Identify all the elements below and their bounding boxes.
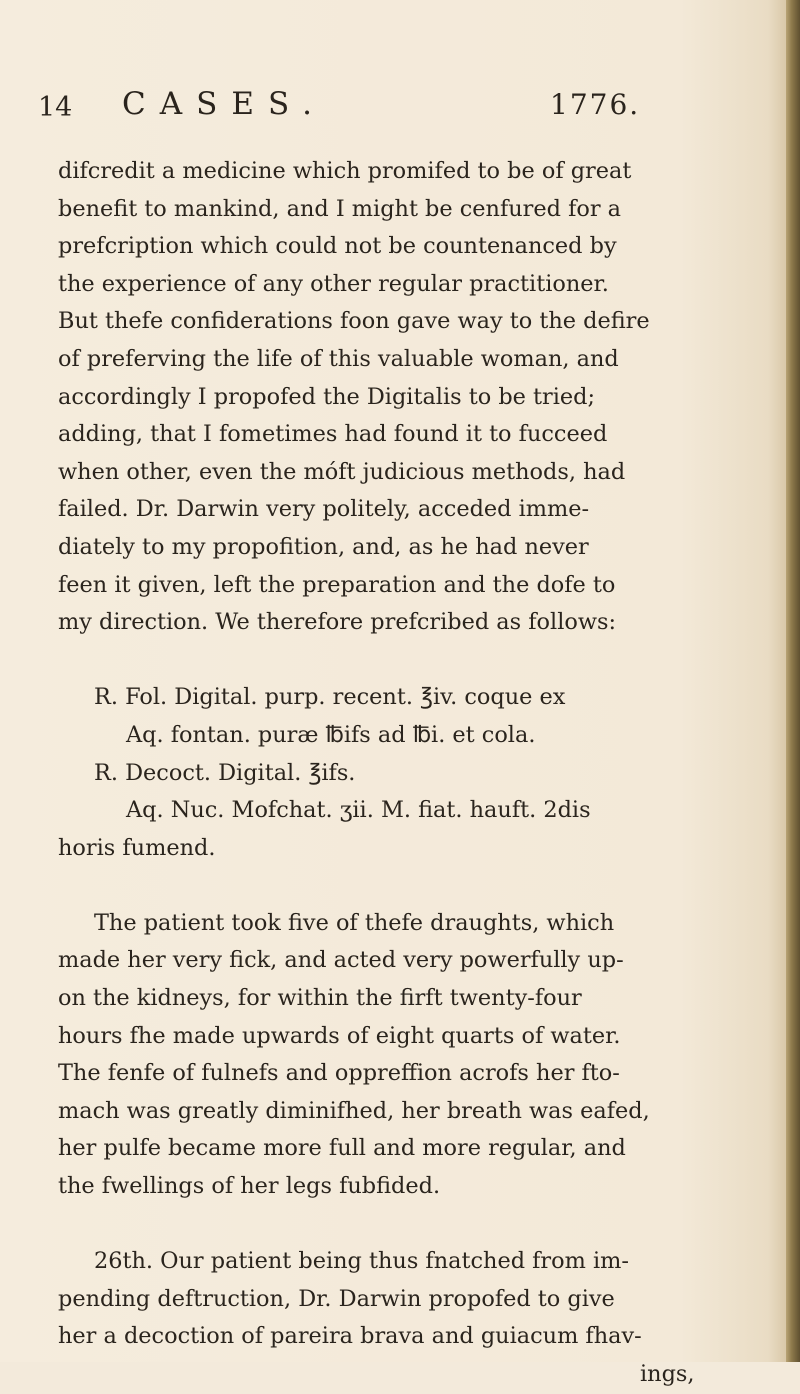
text-line: the experience of any other regular practitioner. [58, 270, 609, 297]
section-gap [58, 867, 748, 905]
text-line: the fwellings of her legs fubfided. [58, 1173, 441, 1200]
text-line: adding, that I fometimes had found it to fucceed [58, 421, 608, 448]
prescription-line: Aq. fontan. puræ ℔ifs ad ℔i. et cola. [126, 721, 536, 748]
page-body [58, 153, 748, 1394]
text-line: my direction. We therefore prefcribed as follows: [58, 609, 617, 636]
text-line: feen it given, left the preparation and the dofe to [58, 571, 616, 598]
text-line: 26th. Our patient being thus fnatched from im- [94, 1248, 629, 1275]
paragraph-1 [58, 153, 748, 642]
text-line: The fenfe of fulnefs and oppreffion acrofs her fto- [58, 1060, 620, 1087]
page-number: 14 [38, 92, 73, 123]
page-edge [786, 0, 800, 1362]
text-line: pending deftruction, Dr. Darwin propofed to give [58, 1285, 615, 1312]
text-line: her a decoction of pareira brava and guiacum fhav- [58, 1323, 642, 1350]
text-line: made her very fick, and acted very powerfully up- [58, 947, 624, 974]
section-gap [58, 1206, 748, 1244]
header-year: 1776. [550, 88, 641, 121]
text-line: prefcription which could not be countenanced by [58, 233, 617, 260]
page-header [38, 86, 738, 136]
text-line: of preferving the life of this valuable woman, and [58, 345, 619, 372]
text-line: hours fhe made upwards of eight quarts of water. [58, 1022, 621, 1049]
prescription-block [58, 679, 748, 867]
text-line: But thefe confiderations foon gave way to the defire [58, 308, 650, 335]
section-gap [58, 642, 748, 680]
text-line: failed. Dr. Darwin very politely, acceded imme- [58, 496, 590, 523]
text-line: when other, even the móft judicious methods, had [58, 458, 626, 485]
text-line: her pulfe became more full and more regular, and [58, 1135, 626, 1162]
paragraph-3 [58, 1243, 748, 1393]
prescription-line: horis fumend. [58, 834, 216, 861]
text-line: benefit to mankind, and I might be cenfured for a [58, 195, 622, 222]
text-line: accordingly I propofed the Digitalis to be tried; [58, 383, 596, 410]
prescription-line: R. Fol. Digital. purp. recent. ℥iv. coque ex [94, 684, 566, 711]
text-line: on the kidneys, for within the firft twenty-four [58, 985, 582, 1012]
text-line: diately to my propofition, and, as he had never [58, 533, 589, 560]
prescription-line: Aq. Nuc. Mofchat. ʒii. M. fiat. hauft. 2dis [126, 797, 591, 824]
text-line: mach was greatly diminifhed, her breath was eafed, [58, 1097, 650, 1124]
text-line: The patient took five of thefe draughts, which [94, 909, 615, 936]
running-title: CASES. [122, 86, 326, 122]
prescription-line: R. Decoct. Digital. ℥ifs. [94, 759, 356, 786]
paragraph-2 [58, 905, 748, 1206]
catchword: ings, [640, 1361, 695, 1387]
text-line: difcredit a medicine which promifed to be of great [58, 158, 632, 184]
